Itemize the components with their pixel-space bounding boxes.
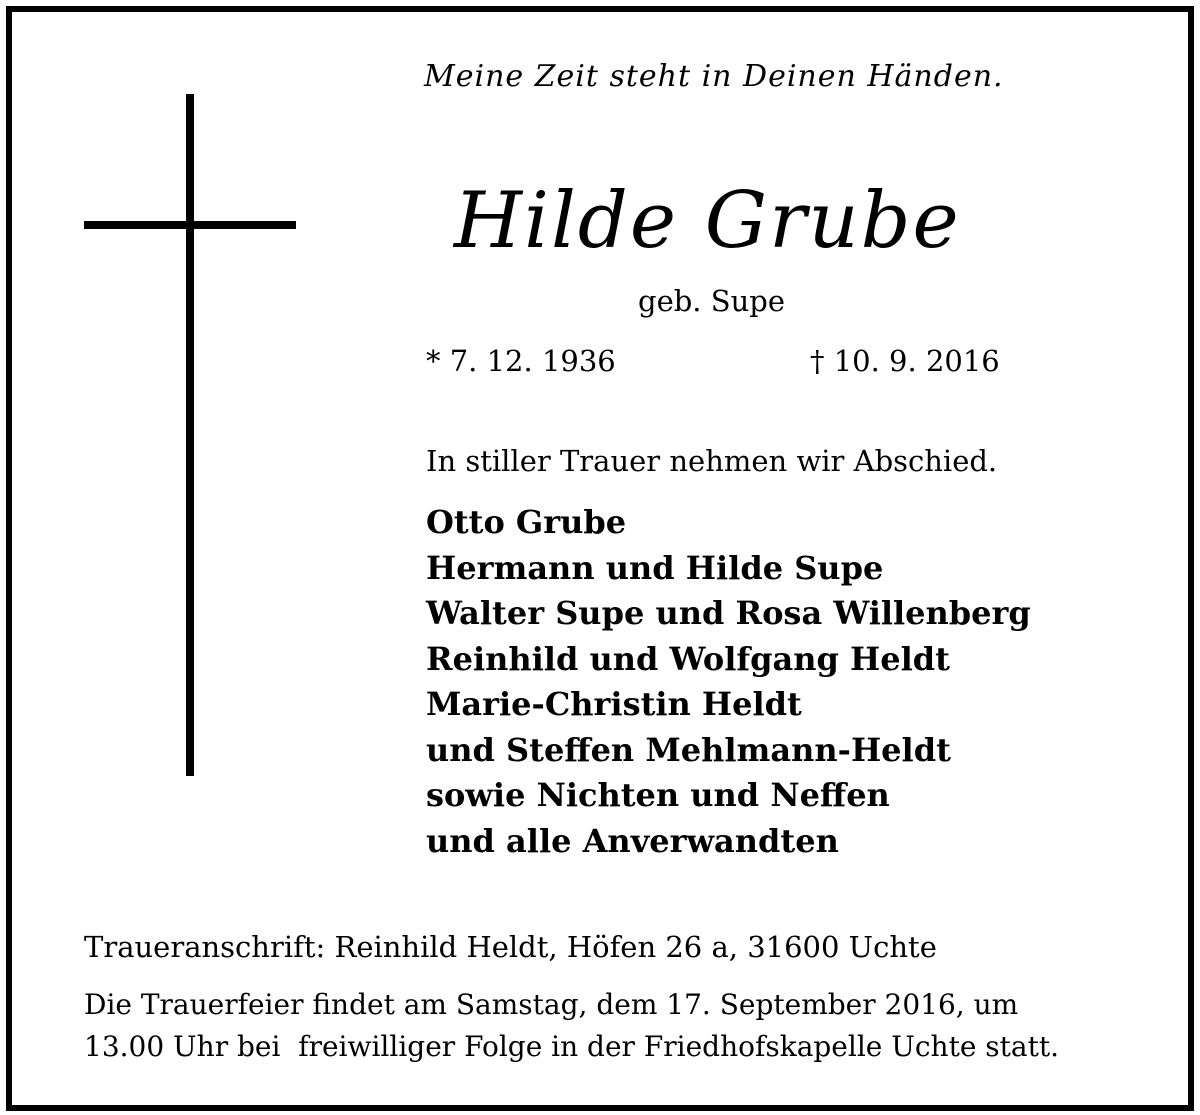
motto: Meine Zeit steht in Deinen Händen. bbox=[424, 59, 1004, 94]
mourner-line: sowie Nichten und Neffen bbox=[426, 776, 890, 814]
cross-crossbar bbox=[84, 221, 296, 229]
mourner-line: Walter Supe und Rosa Willenberg bbox=[426, 594, 1031, 632]
death-date: † 10. 9. 2016 bbox=[810, 344, 1000, 378]
mourners-list bbox=[426, 500, 1031, 864]
mourner-line: Reinhild und Wolfgang Heldt bbox=[426, 639, 950, 678]
mourner-line: Otto Grube bbox=[426, 503, 627, 541]
maiden-name: geb. Supe bbox=[638, 284, 785, 318]
service-line: 13.00 Uhr bei freiwilliger Folge in der Friedhofskapelle Uchte statt. bbox=[84, 1030, 1060, 1063]
mourning-address: Traueranschrift: Reinhild Heldt, Höfen 26 a, 31600 Uchte bbox=[84, 930, 937, 964]
service-line: Die Trauerfeier findet am Samstag, dem 17. September 2016, um bbox=[84, 988, 1019, 1021]
mourner-line: und Steffen Mehlmann-Heldt bbox=[426, 730, 951, 769]
mourner-line: Hermann und Hilde Supe bbox=[426, 548, 884, 587]
cross-icon bbox=[186, 94, 194, 776]
mourner-line: und alle Anverwandten bbox=[426, 821, 839, 860]
farewell-text: In stiller Trauer nehmen wir Abschied. bbox=[426, 444, 998, 478]
birth-date: * 7. 12. 1936 bbox=[426, 344, 616, 378]
obituary-notice bbox=[6, 6, 1194, 1111]
mourner-line: Marie-Christin Heldt bbox=[426, 685, 802, 723]
funeral-service-info bbox=[84, 984, 1059, 1068]
deceased-name: Hilde Grube bbox=[454, 176, 961, 266]
